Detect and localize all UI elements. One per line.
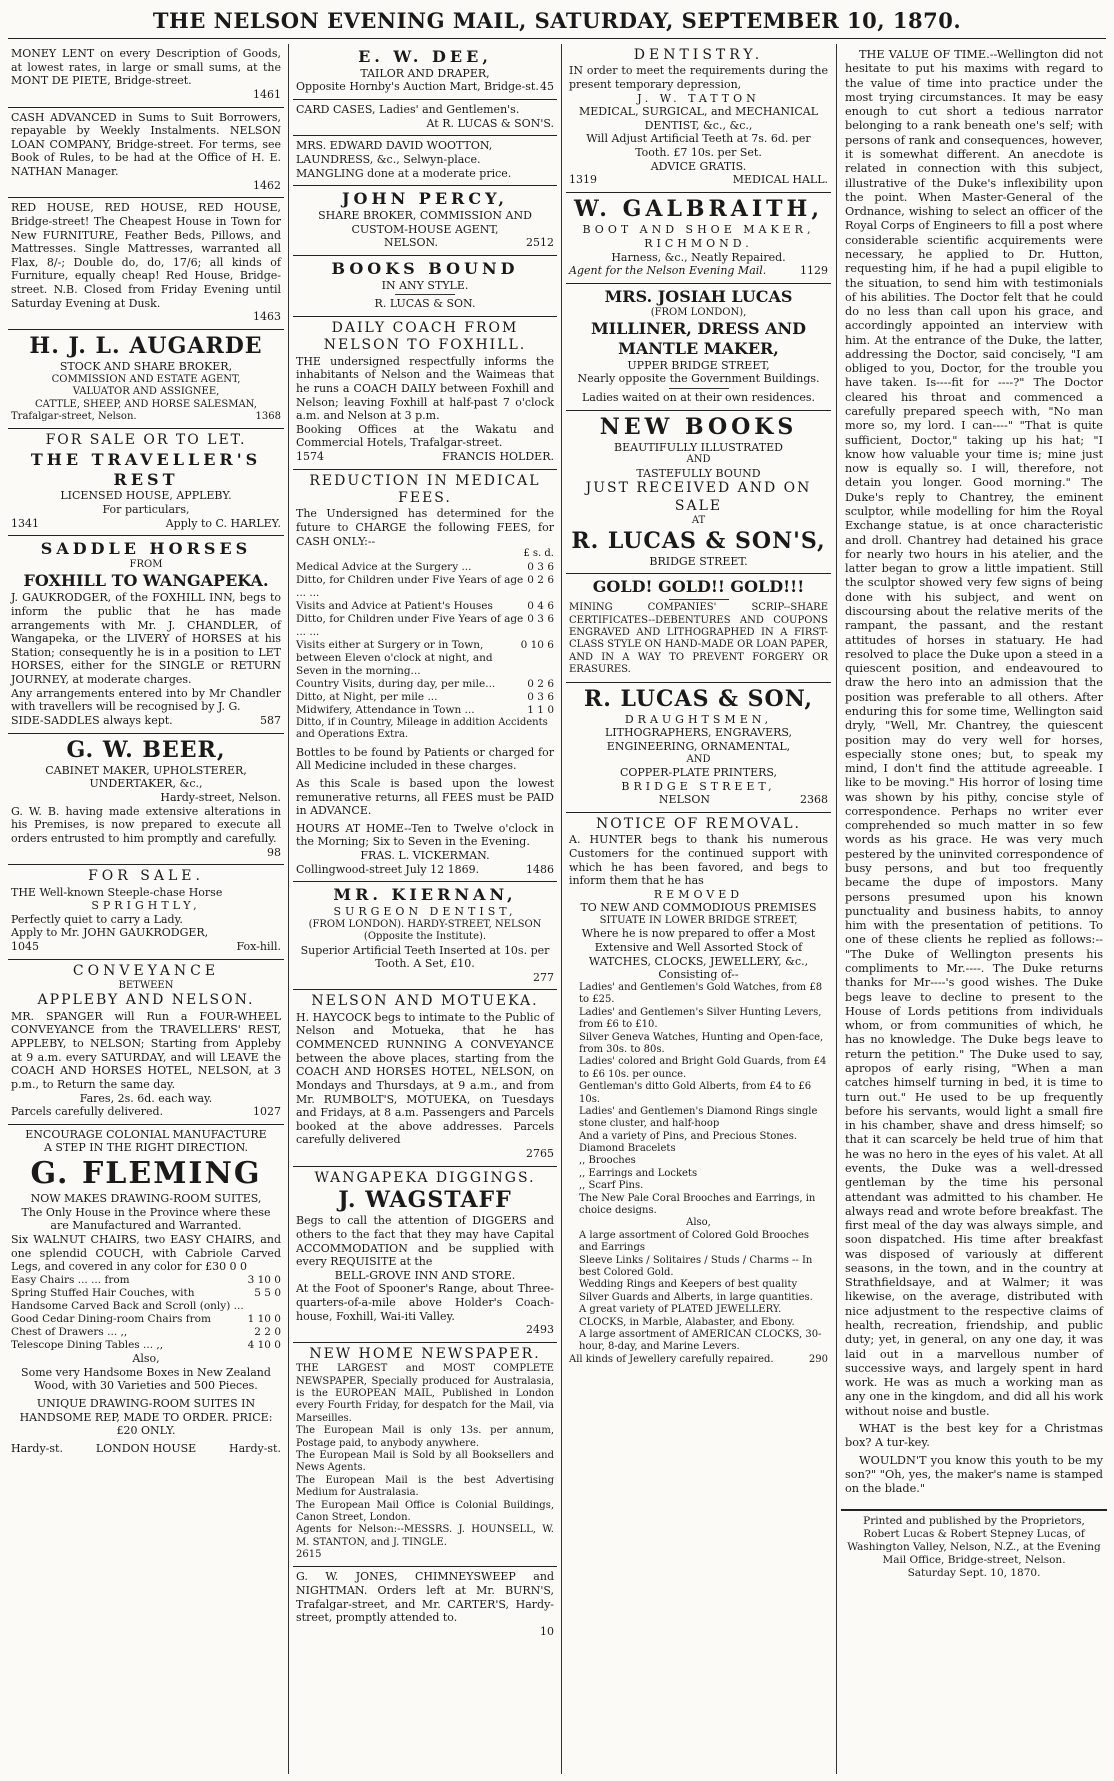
ad-title: SADDLE HORSES — [40, 539, 252, 559]
ad-heading: NELSON AND MOTUEKA. — [311, 993, 539, 1010]
ad-text: The European Mail is Sold by all Booksellers and News Agents. — [296, 1449, 554, 1474]
ad-number: 277 — [533, 970, 554, 984]
fee-item: Ditto, for Children under Five Years of age ... ... — [296, 612, 524, 638]
ad-line: BETWEEN — [118, 980, 174, 991]
ad-line: DRAUGHTSMEN, — [624, 712, 773, 726]
fee-item: Medical Advice at the Surgery ... — [296, 560, 472, 573]
ad-text: MINING COMPANIES' SCRIP--SHARE CERTIFICATES--DEBENTURES AND COUPONS ENGRAVED AND LITHOGRAPHED IN A FIRST-CLASS STYLE ON HAND-MADE OR LOAN PAPER, AND IN A WAY TO PREVENT FORGERY OR ERASURES. — [569, 602, 828, 676]
list-item: Ladies' and Gentlemen's Silver Hunting Levers, from £6 to £10. — [579, 1006, 822, 1031]
ad-line: For particulars, — [102, 502, 190, 516]
ad-line: Nearly opposite the Government Buildings. — [577, 372, 820, 386]
ad-number: 1368 — [255, 410, 281, 422]
list-item: Ladies' and Gentlemen's Gold Watches, from £8 to £25. — [579, 981, 823, 1006]
ad-line: NELSON — [658, 793, 711, 807]
ad-galbraith — [566, 193, 831, 284]
ad-line: LITHOGRAPHERS, ENGRAVERS, — [604, 726, 793, 740]
ad-red-house — [8, 198, 284, 330]
colophon-date: Saturday Sept. 10, 1870. — [907, 1567, 1041, 1580]
ad-line: Ladies waited on at their own residences. — [582, 390, 815, 404]
ad-number: 1461 — [253, 87, 281, 101]
ad-line: LONDON HOUSE — [95, 1441, 197, 1455]
ad-text: THE LARGEST and MOST COMPLETE NEWSPAPER, Specially produced for Australasia, is the EUROPEAN MAIL, Published in London every Fourth Friday, for despatch for the Mail, via Marseilles. — [296, 1363, 554, 1424]
ad-line: AND — [686, 753, 711, 765]
ad-heading: WANGAPEKA DIGGINGS. — [314, 1169, 536, 1186]
ad-mont-de-piete — [8, 44, 284, 108]
ad-number: 1129 — [800, 264, 828, 278]
ad-lucas-son — [566, 683, 831, 813]
ad-line: BRIDGE STREET. — [649, 554, 748, 568]
list-item: Ladies' and Gentlemen's Diamond Rings single stone cluster, and half-hoop — [579, 1105, 818, 1130]
ad-heading: NEW HOME NEWSPAPER. — [309, 1345, 541, 1362]
list-item: Diamond Bracelets — [579, 1143, 676, 1155]
ad-line: MANGLING done at a moderate price. — [296, 166, 512, 180]
ad-fleming — [8, 1125, 284, 1461]
ad-title: R. LUCAS & SON, — [583, 685, 814, 712]
ad-dee — [293, 44, 557, 100]
ad-heading: JUST RECEIVED AND ON SALE — [585, 480, 812, 514]
list-item: Silver Guards and Alberts, in large quantities. — [579, 1291, 813, 1303]
ad-title: MRS. JOSIAH LUCAS — [604, 286, 793, 306]
ad-heading: FOR SALE OR TO LET. — [45, 432, 247, 449]
ad-text: RED HOUSE, RED HOUSE, RED HOUSE, Bridge-street! The Cheapest House in Town for New FURNITURE, Feather Beds, Pillows, and Mattresses. Single Mattresses, warranted all Flax, 8/-; Double do, do, 17/6; all kinds of Furniture, equally cheap! Red House, Bridge-street. N.B. Closed from Friday Evening until Saturday Evening at Dusk. — [11, 201, 281, 310]
ad-text: CASH ADVANCED in Sums to Suit Borrowers, repayable by Weekly Instalments. NELSON LOAN COMPANY, Bridge-street. For terms, see Book of Rules, to be had at the Office of H. E. NATHAN Manager. — [11, 110, 281, 178]
price-item: Spring Stuffed Hair Couches, with Handsome Carved Back and Scroll (only) ... — [11, 1286, 244, 1312]
price-item: Telescope Dining Tables ... ,, — [11, 1339, 164, 1352]
ad-line: UPPER BRIDGE STREET, — [627, 358, 770, 372]
masthead: THE NELSON EVENING MAIL, SATURDAY, SEPTEMBER 10, 1870. — [152, 8, 962, 33]
colophon — [841, 1509, 1107, 1584]
ad-text: HOURS AT HOME--Ten to Twelve o'clock in the Morning; Six to Seven in the Evening. — [296, 821, 554, 849]
ad-text: At the Foot of Spooner's Range, about Three-quarters-of-a-mile above Holder's Coach-house, Foxhill, Wai-iti Valley. — [296, 1282, 554, 1323]
ad-line: Some very Handsome Boxes in New Zealand Wood, with 30 Varieties and 500 Pieces. — [21, 1365, 271, 1393]
article-value-of-time — [841, 44, 1107, 1503]
fee-value: 0 3 6 — [527, 560, 554, 573]
ad-text: CARD CASES, Ladies' and Gentlemen's. — [296, 103, 520, 117]
ad-line: UNDERTAKER, &c., — [89, 777, 203, 791]
ad-line: BOOT AND SHOE MAKER, — [582, 223, 815, 237]
ad-dentistry — [566, 44, 831, 193]
ad-heading: DENTISTRY. — [633, 47, 764, 63]
fee-item: Visits and Advice at Patient's Houses — [296, 599, 493, 612]
ad-number: 587 — [260, 713, 281, 727]
list-item: Silver Geneva Watches, Hunting and Open-face, from 30s. to 80s. — [579, 1031, 824, 1055]
ad-line: COPPER-PLATE PRINTERS, — [619, 766, 778, 780]
ad-title: G. FLEMING — [30, 1156, 262, 1191]
ad-line: Hardy-street, Nelson. — [160, 791, 281, 805]
ad-number: 2368 — [799, 793, 828, 807]
ad-line: (FROM LONDON), — [650, 306, 747, 318]
fee-value: 0 2 6 — [527, 677, 554, 690]
ad-line: LICENSED HOUSE, APPLEBY. — [60, 489, 232, 503]
ad-line: Hardy-st. — [229, 1441, 281, 1455]
ad-text: Booking Offices at the Wakatu and Commercial Hotels, Trafalgar-street. — [296, 422, 554, 450]
ad-travellers-rest — [8, 429, 284, 536]
ad-number: 1027 — [253, 1105, 281, 1119]
ad-text: IN order to meet the requirements during the present temporary depression, — [569, 64, 828, 91]
price-item: Chest of Drawers ... ,, — [11, 1326, 128, 1338]
ad-text: The Undersigned has determined for the future to CHARGE the following FEES, for CASH ONLY:-- — [296, 507, 554, 548]
ad-line: WATCHES, CLOCKS, JEWELLERY, &c., — [588, 954, 809, 968]
ad-line: AT — [691, 515, 706, 527]
ad-wootton — [293, 136, 557, 186]
ad-line: AND — [686, 454, 711, 466]
ad-motueka — [293, 990, 557, 1166]
ad-kiernan — [293, 882, 557, 990]
ad-line: SIDE-SADDLES always kept. — [11, 713, 173, 727]
ad-text: Any arrangements entered into by Mr Chandler with travellers will be recognised by J. G. — [11, 686, 281, 714]
ad-percy — [293, 186, 557, 256]
masthead-rule — [8, 38, 1106, 39]
ad-heading: NOTICE OF REMOVAL. — [596, 815, 801, 832]
ad-title: E. W. DEE, — [358, 47, 492, 66]
ad-line: IN ANY STYLE. — [381, 278, 469, 292]
ad-line: TAILOR AND DRAPER, — [360, 66, 490, 80]
ad-title: J. W. TATTON — [637, 91, 760, 105]
ad-line: STOCK AND SHARE BROKER, — [59, 360, 233, 374]
ad-number: 1463 — [253, 310, 281, 324]
ad-line: MEDICAL, SURGICAL, and MECHANICAL DENTIST, &c., &c., — [578, 105, 819, 132]
fee-value: 0 3 6 — [527, 612, 554, 625]
fee-value: 0 4 6 — [527, 599, 554, 612]
ad-text: MONEY LENT on every Description of Goods, at lowest rates, in large or small sums, at the MONT DE PIETE, Bridge-street. — [11, 47, 281, 88]
ad-number: 290 — [808, 1353, 828, 1365]
ad-beer — [8, 734, 284, 866]
ad-line: RICHMOND. — [644, 236, 753, 250]
ad-line: ENGINEERING, ORNAMENTAL, — [606, 740, 791, 754]
ad-number: 1462 — [253, 178, 281, 192]
list-item: A large assortment of AMERICAN CLOCKS, 30-hour, 8-day, and Marine Levers. — [579, 1328, 822, 1353]
article-paragraph: WOULDN'T you know this youth to be my son?" "Oh, yes, the maker's name is stamped on the blade." — [845, 1453, 1103, 1496]
ad-line: VALUATOR AND ASSIGNEE, — [72, 386, 220, 398]
column-rule — [561, 44, 562, 1774]
ad-text: MR. SPANGER will Run a FOUR-WHEEL CONVEYANCE from the TRAVELLERS' REST, APPLEBY, to NELSON; Starting from Appleby at 9 a.m. every SATURDAY, and will LEAVE the COACH AND HORSES HOTEL, NELSON, at 3 p.m., to Return the same day. — [11, 1009, 281, 1091]
ad-heading: ENCOURAGE COLONIAL MANUFACTURE — [25, 1127, 267, 1141]
price-value: 3 10 0 — [247, 1273, 281, 1286]
ad-text: G. W. JONES, CHIMNEYSWEEP and NIGHTMAN. Orders left at Mr. BURN'S, Trafalgar-street, and Mr. CARTER'S, Hardy-street, promptly attended to. — [296, 1570, 554, 1625]
ad-line: NOW MAKES DRAWING-ROOM SUITES, — [30, 1192, 262, 1206]
ad-medical-fees — [293, 470, 557, 883]
ad-line: REMOVED — [653, 887, 744, 901]
ad-number: 1486 — [526, 862, 554, 876]
ad-line: Harness, &c., Neatly Repaired. — [611, 250, 786, 264]
ad-line: Will Adjust Artificial Teeth at 7s. 6d. per Tooth. £7 10s. per Set. — [586, 132, 811, 160]
ad-text: Ditto, if in Country, Mileage in addition Accidents and Operations Extra. — [296, 716, 548, 741]
ad-line: SHARE BROKER, COMMISSION AND — [318, 209, 532, 223]
ad-text: Bottles to be found by Patients or charged for All Medicine included in these charges. — [296, 745, 554, 773]
ad-line: COMMISSION AND ESTATE AGENT, — [51, 373, 241, 385]
ad-line: Apply to C. HARLEY. — [165, 516, 281, 530]
ad-title: FOXHILL TO WANGAPEKA. — [23, 571, 269, 591]
ad-number: 10 — [540, 1624, 554, 1638]
ad-number: 45 — [540, 80, 554, 94]
ad-line: SITUATE IN LOWER BRIDGE STREET, — [599, 915, 798, 927]
ad-loan-company — [8, 108, 284, 199]
ad-text: Where he is now prepared to offer a Most Extensive and Well Assorted Stock of — [581, 927, 816, 955]
ad-title: H. J. L. AUGARDE — [29, 332, 263, 359]
ad-line: R. LUCAS & SON. — [374, 297, 476, 311]
column-4 — [841, 44, 1107, 1774]
ad-title: JOHN PERCY, — [341, 189, 508, 209]
ad-line: Also, — [132, 1352, 160, 1366]
ad-line: Opposite Hornby's Auction Mart, Bridge-st. — [296, 80, 539, 94]
fee-item: Ditto, at Night, per mile ... — [296, 690, 438, 703]
ad-heading: REDUCTION IN MEDICAL FEES. — [309, 472, 541, 507]
ad-heading: CONVEYANCE — [72, 962, 220, 979]
ad-line: Superior Artificial Teeth Inserted at 10s. per Tooth. A Set, £10. — [300, 943, 550, 971]
ad-line: FRANCIS HOLDER. — [442, 450, 554, 464]
list-item: And a variety of Pins, and Precious Stones. — [579, 1130, 798, 1142]
ad-line: FROM — [129, 559, 163, 571]
price-item: Good Cedar Dining-room Chairs from — [11, 1312, 211, 1325]
ad-line: CUSTOM-HOUSE AGENT, — [351, 222, 499, 236]
ad-line: Collingwood-street July 12 1869. — [296, 862, 480, 876]
ad-line: BEAUTIFULLY ILLUSTRATED — [614, 440, 783, 454]
column-rule — [288, 44, 289, 1774]
list-item: Wedding Rings and Keepers of best quality — [579, 1279, 798, 1291]
ad-text: THE undersigned respectfully informs the inhabitants of Nelson and the Waimeas that he runs a COACH DAILY between Foxhill and Nelson; leaving Foxhill at half-past 7 o'clock a.m. and Nelson at 3 p.m. — [296, 354, 554, 423]
ad-line: FRAS. L. VICKERMAN. — [360, 849, 490, 863]
price-value: 2 2 0 — [254, 1326, 281, 1338]
ad-line: CATTLE, SHEEP, AND HORSE SALESMAN, — [35, 398, 257, 410]
ad-heading: APPLEBY AND NELSON. — [37, 992, 255, 1009]
ad-new-books — [566, 411, 831, 575]
fee-value: 0 3 6 — [527, 690, 554, 703]
ad-number: 1045 — [11, 940, 39, 954]
ad-title: THE TRAVELLER'S REST — [30, 449, 262, 489]
ad-line: Trafalgar-street, Nelson. — [11, 410, 137, 422]
fee-item: Country Visits, during day, per mile... — [296, 677, 496, 690]
ad-heading: UNIQUE DRAWING-ROOM SUITES IN HANDSOME REP, MADE TO ORDER. PRICE: £20 ONLY. — [19, 1396, 273, 1438]
ad-daily-coach — [293, 317, 557, 470]
ad-number: 1319 — [569, 173, 597, 187]
ad-card-cases — [293, 100, 557, 136]
fee-columns: £ s. d. — [523, 548, 554, 560]
ad-title: R. LUCAS & SON'S, — [571, 527, 826, 554]
ad-line: THE Well-known Steeple-chase Horse — [11, 885, 223, 899]
article-paragraph: THE VALUE OF TIME.--Wellington did not hesitate to put his maxims with regard to the value of time into practice under the most trying circumstances. It may be easy enough to cut short a tedious narrator belonging to a rank beneath one's self; with persons of rank and consequences, however, it is somewhat different. An anecdote is related in connection with this subject, illustrative of the Duke's inflexibility upon the point. When Master-General of the Ordnance, wishing to select an officer of the Royal Corps of Engineers to fill a post where considerable scientific acquirements were necessary, he applied to Dr. Hutton, requesting him, if he had a pupil eligible to the situation, to send him with testimonials of his abilities. The Doctor felt that he could do no less than call upon his grace, and accordingly appointed an interview with him. At the entrance of the Duke, the latter, addressing the Doctor, said concisely, "I am obliged to you, Doctor, for the trouble you have taken. Is----fit for ----?" The Doctor cleared his throat and commenced a carefully prepared speech with, "No man more so, my lord. I can----" "That is quite sufficient, Doctor," taking up his hat; "I know how valuable your time is; mine just now is equally so. I will, therefore, not detain you longer. Good morning." The Duke's reply to Chantrey, the eminent sculptor, while modelling for him the Royal Exchange statue, is at once characteristic and droll. Chantrey had detained his grace for nearly two hours in his atelier, and the latter began to grow a little impatient. Still the sculptor showed very few signs of being done with his subject, and went on discoursing about the relative merits of the rampant, the passant, and the restant attitudes of horses in statuary. He had resolved to place the Duke upon a steed in a quiescent position, and endeavoured to draw the hero into an admission that the position was preferable to all others. After enduring this for some time, Wellington said dryly, "Well, Mr. Chantrey, the quiescent position may do very well for horses, especially stone ones; but, to speak my mind, I don't find the attitude agreeable. I like to be moving." His horror of losing time was shown by his pithy, concise style of correspondence. Perhaps no writer ever comprehended so much matter in so few words as his grace. He was very much pestered by the uninvited correspondence of busy persons, and but too frequently became the dupe of impostors. Many persons presumed upon his known punctuality and business habits, to annoy him with the presentation of petitions. To one of these clients he replied as follows:--"The Duke of Wellington presents his compliments to Mr.----. The Duke returns thanks for Mr----'s good wishes. The Duke begs leave to decline to present to the House of Lords petitions from individuals whom, or from communities of which, he has no knowledge. The Duke begs leave to return the petition." The Duke used to say, apropos of early rising, "When a man catches himself turning in bed, it is time to turn out." He used to be up frequently before his servants, would light a small fire in his chamber, shave and dress himself; so that it can scarcely be held true of him that he was no hero in the eyes of his valet. At all events, the Duke was a well-dressed gentleman by the time his personal attendant was admitted to his chamber. He always read and wrote before breakfast. The first meal of the day was always simple, and soon dispatched. His time after breakfast was disposed of variously at different seasons, in the town, and in the country at Strathfieldsaye, and at Walmer; it was likewise, on the average, distributed with nice adjustment to the respective claims of health, recreation, friendship, and public duty; yet, in general, on any one day, it was laid out in a marvellous number of successive ways, and largely spent in hard work. He was as much a working man as any one in the kingdom, and did all his work without noise and bustle. — [845, 48, 1103, 1418]
ad-line: Apply to Mr. JOHN GAUKRODGER, — [11, 926, 209, 940]
ad-line: TASTEFULLY BOUND — [636, 466, 761, 480]
ad-title: J. WAGSTAFF — [338, 1186, 512, 1213]
ad-heading: DAILY COACH FROM NELSON TO FOXHILL. — [323, 319, 527, 354]
ad-line: Agent for the Nelson Evening Mail. — [569, 264, 767, 278]
fee-value: 0 2 6 — [527, 573, 554, 586]
ad-number: 1574 — [296, 450, 324, 464]
ad-title: MILLINER, DRESS AND MANTLE MAKER, — [590, 318, 807, 358]
price-value: 1 10 0 — [247, 1312, 281, 1325]
list-item: Sleeve Links / Solitaires / Studs / Charms -- In best Colored Gold. — [579, 1254, 813, 1278]
ad-books-bound — [293, 256, 557, 317]
ad-mrs-lucas — [566, 284, 831, 411]
ad-text: Agents for Nelson:--MESSRS. J. HOUNSELL, W. M. STANTON, and J. TINGLE. — [296, 1524, 554, 1548]
ad-number: 2512 — [526, 236, 554, 250]
list-item: A large assortment of Colored Gold Brooches and Earrings — [579, 1229, 810, 1254]
ad-text: The European Mail is the best Advertising Medium for Australasia. — [296, 1474, 554, 1499]
ad-jones — [293, 1567, 557, 1643]
ad-conveyance — [8, 960, 284, 1125]
fee-value: 0 10 6 — [520, 638, 554, 651]
list-item: The New Pale Coral Brooches and Earrings, in choice designs. — [579, 1192, 816, 1217]
fee-item: Visits either at Surgery or in Town, between Eleven o'clock at night, and Seven in the morning... — [296, 638, 493, 677]
ad-line: SURGEON DENTIST, — [333, 905, 517, 919]
list-item: CLOCKS, in Marble, Alabaster, and Ebony. — [579, 1316, 795, 1328]
divider — [395, 294, 455, 295]
article-paragraph: WHAT is the best key for a Christmas box? A tur-key. — [845, 1422, 1103, 1450]
ad-text: J. GAUKRODGER, of the FOXHILL INN, begs to inform the public that he has made arrangements with Mr. J. CHANDLER, of Wangapeka, or the LIVERY of HORSES at his Station; consequently he is in a position to LET HORSES, either for the SINGLE or RETURN JOURNEY, at moderate charges. — [11, 591, 281, 687]
ad-text: As this Scale is based upon the lowest remunerative returns, all FEES must be PAID in ADVANCE. — [296, 776, 554, 818]
list-item: ,, Earrings and Lockets — [579, 1167, 698, 1179]
ad-heading: FOR SALE. — [88, 868, 204, 885]
ad-line: (FROM LONDON). HARDY-STREET, NELSON (Opposite the Institute). — [308, 918, 542, 943]
ad-line: At R. LUCAS & SON'S. — [426, 116, 554, 130]
price-value: 4 10 0 — [247, 1339, 281, 1352]
ad-text: G. W. B. having made extensive alterations in his Premises, is now prepared to execute all orders entrusted to him promptly and carefully. — [11, 804, 281, 845]
ad-title: W. GALBRAITH, — [574, 195, 823, 222]
ad-sprightly — [8, 865, 284, 959]
ad-text: The European Mail is only 13s. per annum, Postage paid, to anybody anywhere. — [296, 1425, 554, 1449]
divider — [669, 599, 729, 600]
ad-number: 1341 — [11, 516, 39, 530]
ad-gold — [566, 574, 831, 682]
ad-title: BOOKS BOUND — [331, 258, 519, 278]
fee-item: Ditto, for Children under Five Years of age ... ... — [296, 573, 524, 599]
list-item: A great variety of PLATED JEWELLERY. — [579, 1304, 782, 1316]
ad-text: MRS. EDWARD DAVID WOOTTON, LAUNDRESS, &c., Selwyn-place. — [296, 139, 493, 166]
price-value: 5 5 0 — [254, 1286, 281, 1299]
ad-number: 2765 — [526, 1147, 554, 1160]
ad-heading: BELL-GROVE INN AND STORE. — [334, 1268, 516, 1282]
ad-saddle-horses — [8, 536, 284, 733]
colophon-text: Printed and published by the Proprietors, Robert Lucas & Robert Stepney Lucas, of Washington Valley, Nelson, N.Z., at the Evening Mail Office, Bridge-street, Nelson. — [847, 1515, 1101, 1567]
ad-line: The Only House in the Province where these are Manufactured and Warranted. — [21, 1205, 271, 1233]
column-1 — [8, 44, 284, 1774]
ad-line: A STEP IN THE RIGHT DIRECTION. — [43, 1141, 248, 1155]
ad-line: BRIDGE STREET, — [621, 779, 776, 793]
list-item: ,, Brooches — [579, 1155, 636, 1167]
ad-line: Perfectly quiet to carry a Lady. — [11, 912, 183, 926]
divider — [669, 388, 729, 389]
ad-number: 2615 — [296, 1549, 322, 1561]
fee-item: Midwifery, Attendance in Town ... — [296, 703, 475, 716]
column-3 — [566, 44, 831, 1774]
price-item: Easy Chairs ... ... from — [11, 1273, 130, 1286]
ad-line: Also, — [686, 1217, 711, 1229]
list-item: Gentleman's ditto Gold Alberts, from £4 to £6 10s. — [579, 1081, 812, 1105]
ad-line: Consisting of-- — [658, 968, 739, 982]
list-item: ,, Scarf Pins. — [579, 1180, 644, 1192]
ad-line: Fox-hill. — [236, 940, 281, 954]
ad-text: The European Mail Office is Colonial Buildings, Canon Street, London. — [296, 1499, 554, 1523]
ad-number: 98 — [267, 845, 281, 859]
ad-title: GOLD! GOLD!! GOLD!!! — [592, 577, 805, 597]
ad-text: Six WALNUT CHAIRS, two EASY CHAIRS, and one splendid COUCH, with Cabriole Carved Legs, and covered in any color for £30 0 0 — [11, 1233, 281, 1274]
ad-title: NEW BOOKS — [599, 413, 798, 440]
ad-line: NELSON. — [384, 236, 438, 250]
ad-line: Hardy-st. — [11, 1441, 63, 1455]
ad-notice-of-removal — [566, 813, 831, 1371]
ad-line: TO NEW AND COMMODIOUS PREMISES — [580, 901, 817, 915]
ad-title: MR. KIERNAN, — [333, 885, 517, 905]
ad-wangapeka — [293, 1167, 557, 1343]
ad-title: SPRIGHTLY, — [91, 899, 201, 913]
ad-line: ADVICE GRATIS. — [650, 159, 747, 173]
ad-text: A. HUNTER begs to thank his numerous Customers for the continued support with which he has been favored, and begs to inform them that he has — [569, 833, 828, 888]
ad-line: MEDICAL HALL. — [732, 173, 828, 187]
ad-line: Parcels carefully delivered. — [11, 1105, 164, 1119]
column-rule — [836, 44, 837, 1774]
ad-text: Begs to call the attention of DIGGERS and others to the fact that they may have Capital ACCOMMODATION and be supplied with every REQUISITE at the — [296, 1214, 554, 1269]
ad-line: Fares, 2s. 6d. each way. — [79, 1091, 213, 1105]
ad-line: CABINET MAKER, UPHOLSTERER, — [45, 763, 247, 777]
list-item: Ladies' colored and Bright Gold Guards, from £4 to £6 10s. per ounce. — [579, 1056, 827, 1080]
fee-value: 1 1 0 — [527, 703, 554, 716]
ad-number: 2493 — [526, 1323, 554, 1337]
column-2 — [293, 44, 557, 1774]
ad-text: H. HAYCOCK begs to intimate to the Public of Nelson and Motueka, that he has COMMENCED RUNNING A CONVEYANCE between the above places, starting from the COACH AND HORSES HOTEL, NELSON, on Mondays and Thursdays, at 9 a.m., and from Mr. RUMBOLT'S, MOTUEKA, on Tuesdays and Fridays, at 8 a.m. Passengers and Parcels booked at the above addresses. Parcels carefully delivered — [296, 1010, 554, 1147]
ad-augarde — [8, 330, 284, 429]
ad-line: All kinds of Jewellery carefully repaired. — [569, 1353, 774, 1365]
ad-title: G. W. BEER, — [66, 736, 226, 763]
ad-european-mail — [293, 1343, 557, 1568]
